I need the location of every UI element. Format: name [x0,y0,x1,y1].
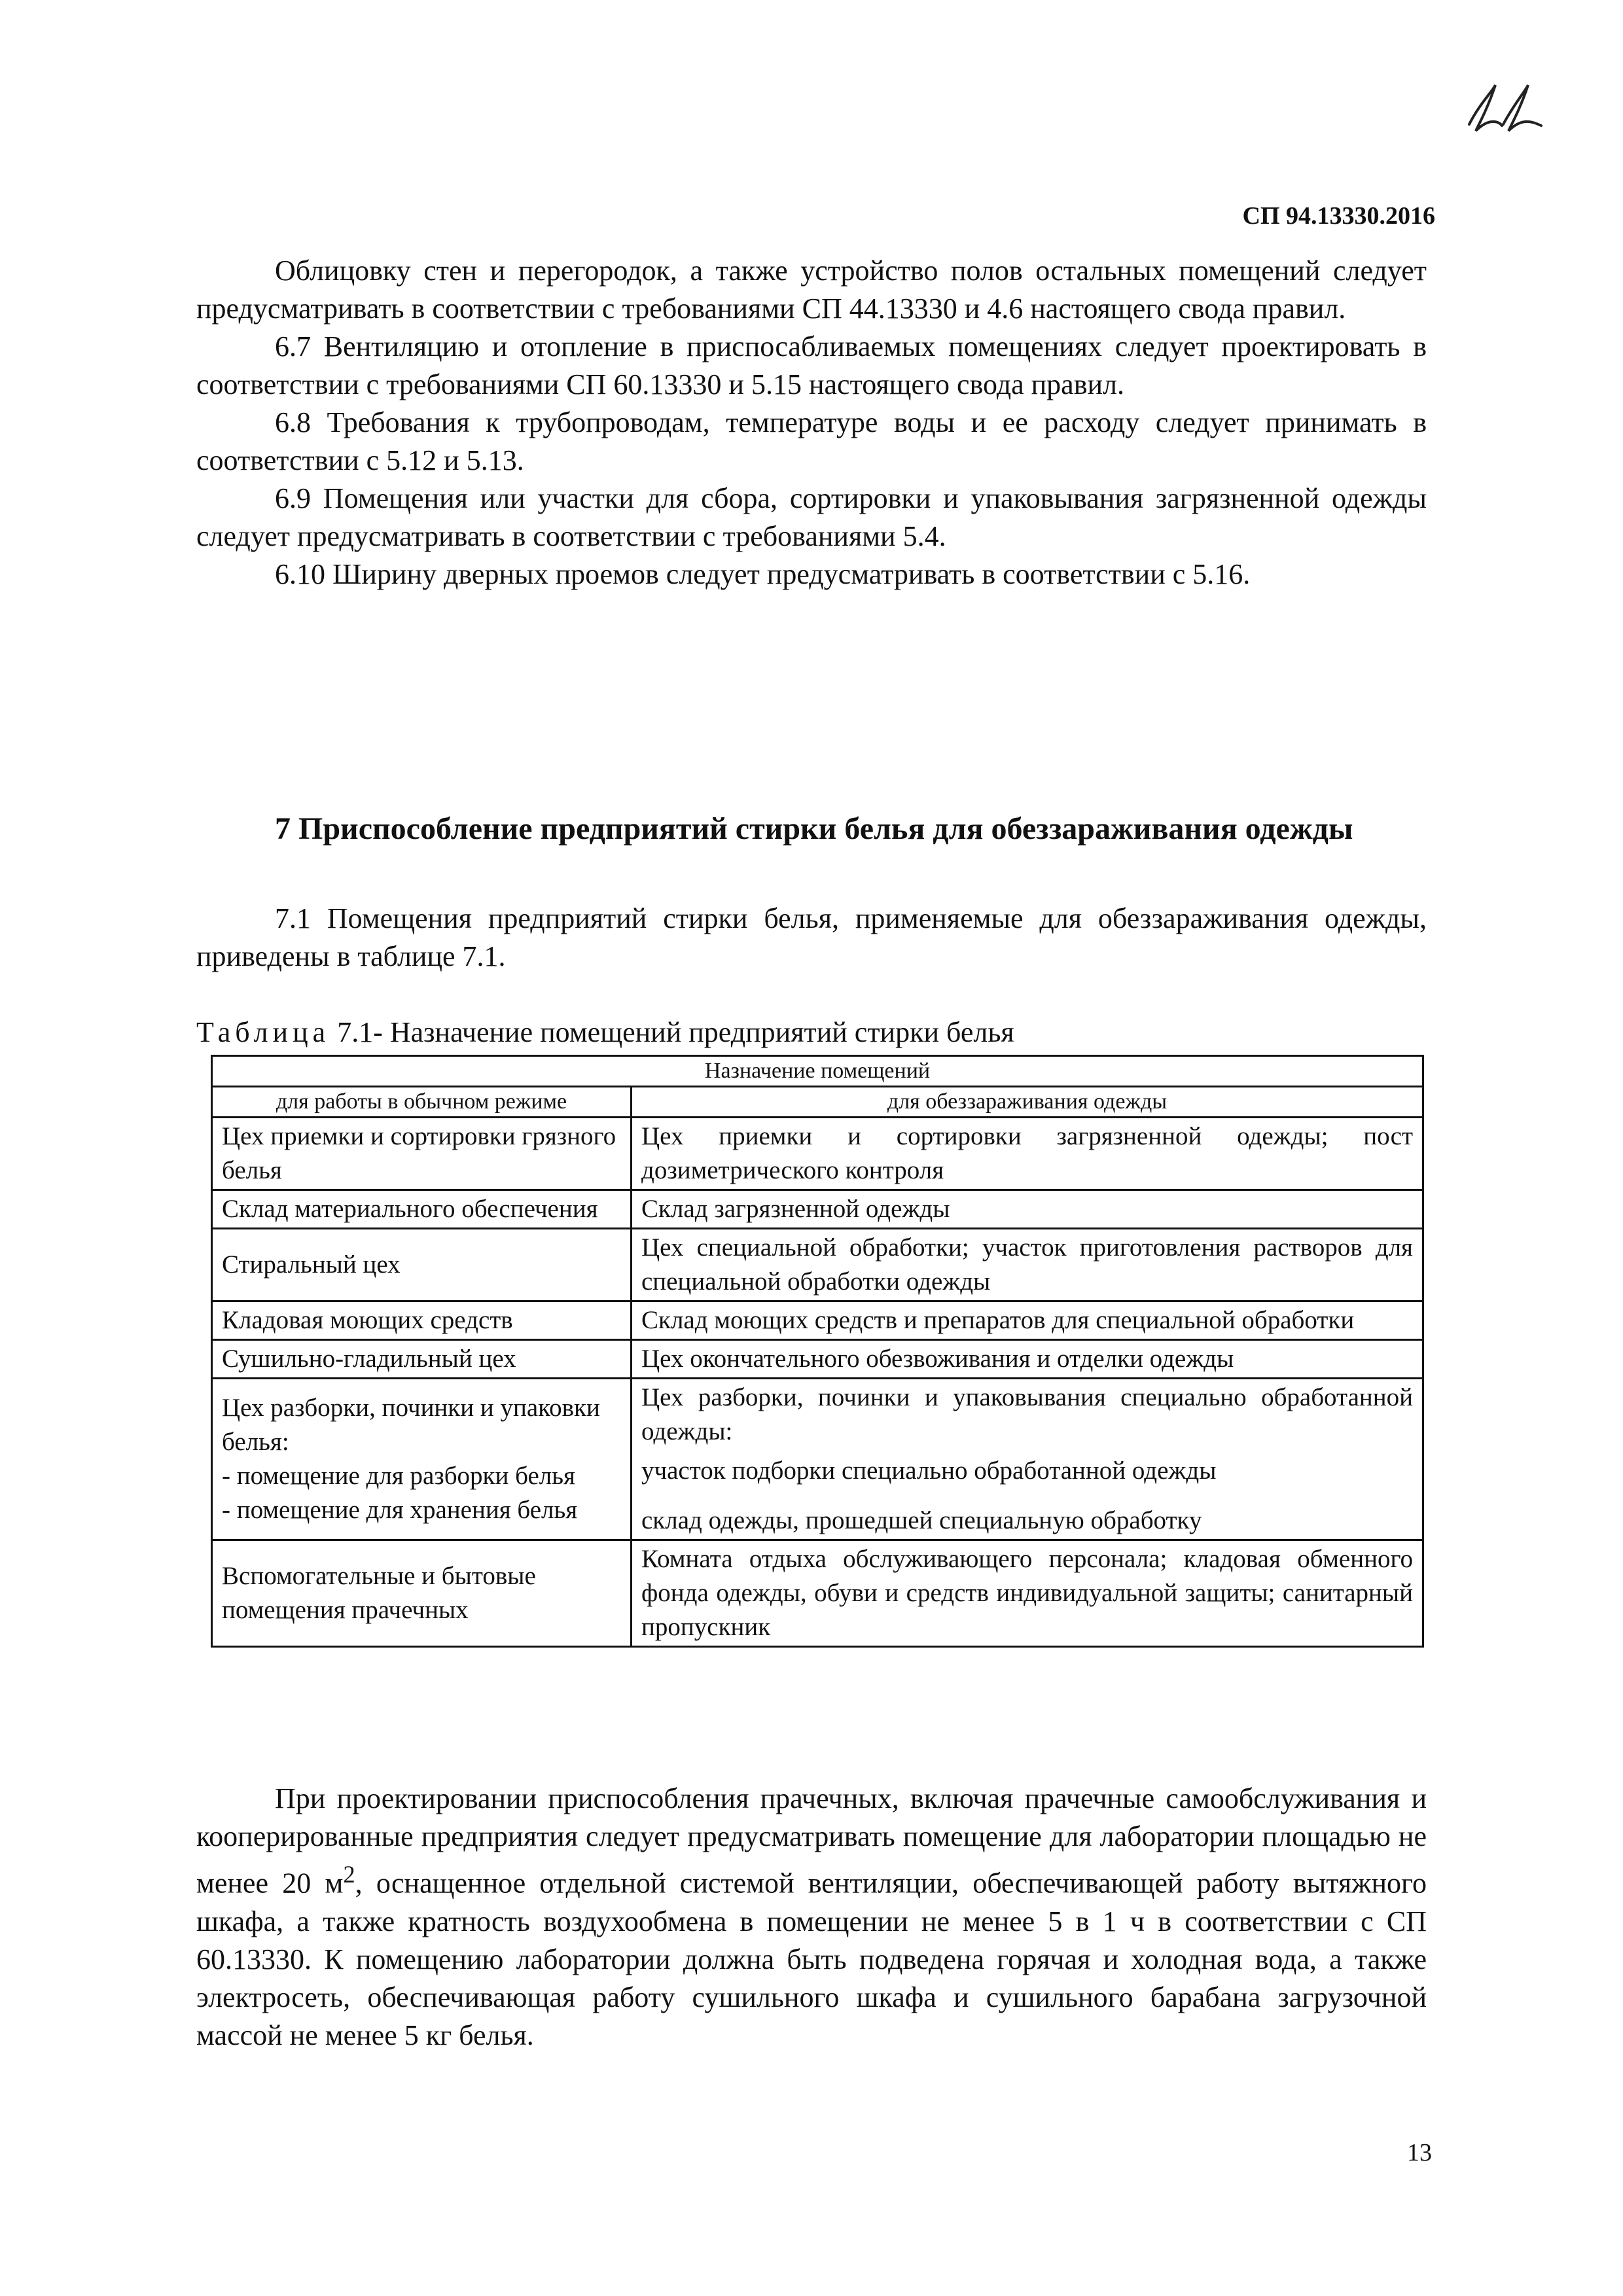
table-cell: Стиральный цех [212,1229,632,1301]
closing-paragraph [196,1780,1427,2055]
table-cell [632,1379,1423,1540]
cell-line: - помещение для хранения белья [222,1496,578,1524]
table-cell: Цех приемки и сортировки грязного белья [212,1118,632,1190]
table-cell: Вспомогательные и бытовые помещения прачечных [212,1540,632,1647]
section-intro [196,900,1427,976]
table-row [212,1190,1423,1229]
paragraph-7-1: 7.1 Помещения предприятий стирки белья, применяемые для обеззараживания одежды, приведены в таблице 7.1. [196,902,1427,972]
superscript: 2 [343,1861,355,1888]
cell-line: склад одежды, прошедшей специальную обработку [641,1506,1202,1534]
table-row [212,1540,1423,1647]
table-caption [196,1016,1014,1050]
table-cell: Цех окончательного обезвоживания и отделки одежды [632,1340,1423,1379]
table-cell: Склад моющих средств и препаратов для специальной обработки [632,1301,1423,1340]
table-row [212,1229,1423,1301]
column-header-decontamination: для обеззараживания одежды [632,1087,1423,1118]
table-group-header-row [212,1056,1423,1087]
paragraph: Облицовку стен и перегородок, а также устройство полов остальных помещений следует предусматривать в соответствии с требованиями СП 44.13330 и 4.6 настоящего свода правил. [196,255,1427,325]
table-cell [212,1379,632,1540]
table-group-header: Назначение помещений [212,1056,1423,1087]
table-row [212,1301,1423,1340]
paragraph-6-10: 6.10 Ширину дверных проемов следует предусматривать в соответствии с 5.16. [275,558,1251,590]
table-caption-text: 7.1- Назначение помещений предприятий стирки белья [337,1016,1014,1048]
body-paragraphs [196,252,1427,593]
table-cell: Цех приемки и сортировки загрязненной одежды; пост дозиметрического контроля [632,1118,1423,1190]
cell-line: Цех разборки, починки и упаковывания специально обработанной одежды: [641,1383,1413,1445]
table-cell: Склад материального обеспечения [212,1190,632,1229]
table-cell: Комната отдыха обслуживающего персонала; кладовая обменного фонда одежды, обуви и средств индивидуальной защиты; санитарный пропускник [632,1540,1423,1647]
paragraph-6-7: 6.7 Вентиляцию и отопление в приспосабливаемых помещениях следует проектировать в соответствии с требованиями СП 60.13330 и 5.15 настоящего свода правил. [196,330,1427,400]
cell-line: Цех разборки, починки и упаковки белья: [222,1394,600,1456]
paragraph [196,1780,1427,2055]
paragraph-6-8: 6.8 Требования к трубопроводам, температуре воды и ее расходу следует принимать в соответствии с 5.12 и 5.13. [196,406,1427,476]
table-caption-label: Таблица [196,1016,330,1048]
table-cell: Цех специальной обработки; участок приготовления растворов для специальной обработки одежды [632,1229,1423,1301]
table-cell: Сушильно-гладильный цех [212,1340,632,1379]
document-code: СП 94.13330.2016 [1242,202,1435,230]
closing-text-part: , оснащенное отдельной системой вентиляции, обеспечивающей работу вытяжного шкафа, а также кратность воздухообмена в помещении не менее 5 в 1 ч в соответствии с СП 60.13330. К помещению лаборатории должна быть подведена горячая и холодная вода, а также электросеть, обеспечивающая работу сушильного шкафа и сушильного барабана загрузочной массой не менее 5 кг белья. [196,1867,1427,2051]
section-title: 7 Приспособление предприятий стирки белья для обеззараживания одежды [275,811,1353,846]
cell-line: - помещение для разборки белья [222,1462,575,1490]
table-cell: Склад загрязненной одежды [632,1190,1423,1229]
cell-line: участок подборки специально обработанной одежды [641,1457,1217,1485]
table-cell: Кладовая моющих средств [212,1301,632,1340]
table-row [212,1340,1423,1379]
handwritten-page-number [1463,79,1548,137]
table-row [212,1379,1423,1540]
table-row [212,1118,1423,1190]
paragraph-6-9: 6.9 Помещения или участки для сбора, сортировки и упаковывания загрязненной одежды следует предусматривать в соответствии с требованиями 5.4. [196,482,1427,552]
column-header-normal: для работы в обычном режиме [212,1087,632,1118]
page-number: 13 [1407,2139,1432,2166]
rooms-table [211,1055,1424,1648]
table-column-header-row [212,1087,1423,1118]
closing-text-part: При проектировании приспособления прачечных, включая прачечные самообслуживания и кооперированные предприятия следует предусматривать помещение для лаборатории площадью не менее 20 м [196,1782,1427,1899]
